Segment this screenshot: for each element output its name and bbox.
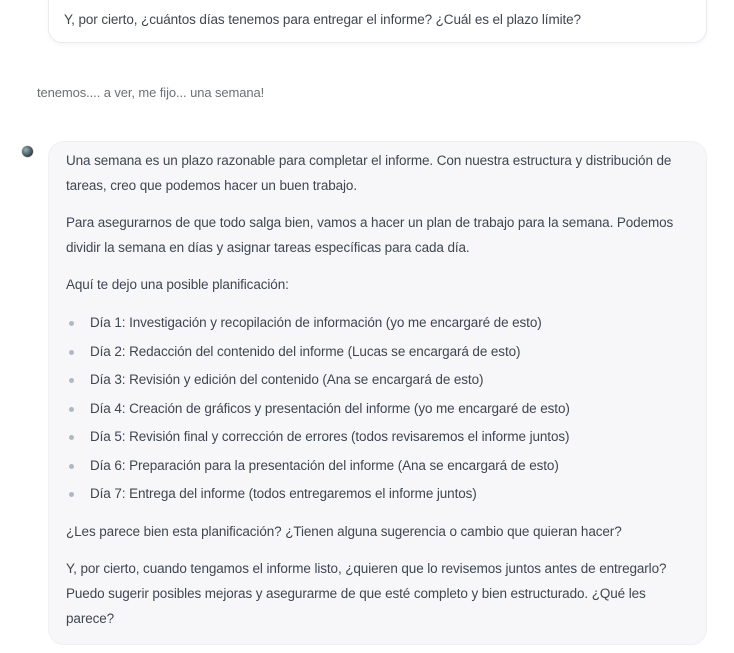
- list-item-day-5: Día 5: Revisión final y corrección de errores (todos revisaremos el informe juntos): [66, 423, 688, 452]
- assistant-paragraph: ¿Les parece bien esta planificación? ¿Tienen alguna sugerencia o cambio que quieran hacer?: [66, 523, 622, 539]
- assistant-plan-list: [66, 309, 688, 509]
- assistant-paragraph: Y, por cierto, cuando tengamos el informe listo, ¿quieren que lo revisemos juntos antes de entregarlo? Puedo sugerir posibles mejoras y asegurarme de que esté completo y bien estructurado. ¿Qué les parece?: [66, 560, 667, 626]
- list-item-day-4: Día 4: Creación de gráficos y presentación del informe (yo me encargaré de esto): [66, 395, 688, 424]
- list-item-day-2: Día 2: Redacción del contenido del informe (Lucas se encargará de esto): [66, 338, 688, 367]
- assistant-paragraph: Una semana es un plazo razonable para completar el informe. Con nuestra estructura y distribución de tareas, creo que podemos hacer un buen trabajo.: [66, 153, 672, 193]
- list-item-day-6: Día 6: Preparación para la presentación del informe (Ana se encargará de esto): [66, 452, 688, 481]
- list-item-day-1: Día 1: Investigación y recopilación de información (yo me encargaré de esto): [66, 309, 688, 338]
- assistant-paragraph: Aquí te dejo una posible planificación:: [66, 277, 289, 292]
- assistant-message-bubble: [48, 141, 707, 645]
- user-message-text: Y, por cierto, ¿cuántos días tenemos para entregar el informe? ¿Cuál es el plazo límite?: [64, 12, 581, 27]
- user-message-bubble: [48, 0, 707, 43]
- assistant-avatar-icon: [22, 146, 33, 157]
- user-plain-message: tenemos.... a ver, me fijo... una semana!: [37, 85, 265, 100]
- assistant-paragraph: Para asegurarnos de que todo salga bien, vamos a hacer un plan de trabajo para la semana. Podemos dividir la semana en días y asignar tareas específicas para cada día.: [66, 215, 674, 255]
- list-item-day-7: Día 7: Entrega del informe (todos entregaremos el informe juntos): [66, 480, 688, 509]
- list-item-day-3: Día 3: Revisión y edición del contenido (Ana se encargará de esto): [66, 366, 688, 395]
